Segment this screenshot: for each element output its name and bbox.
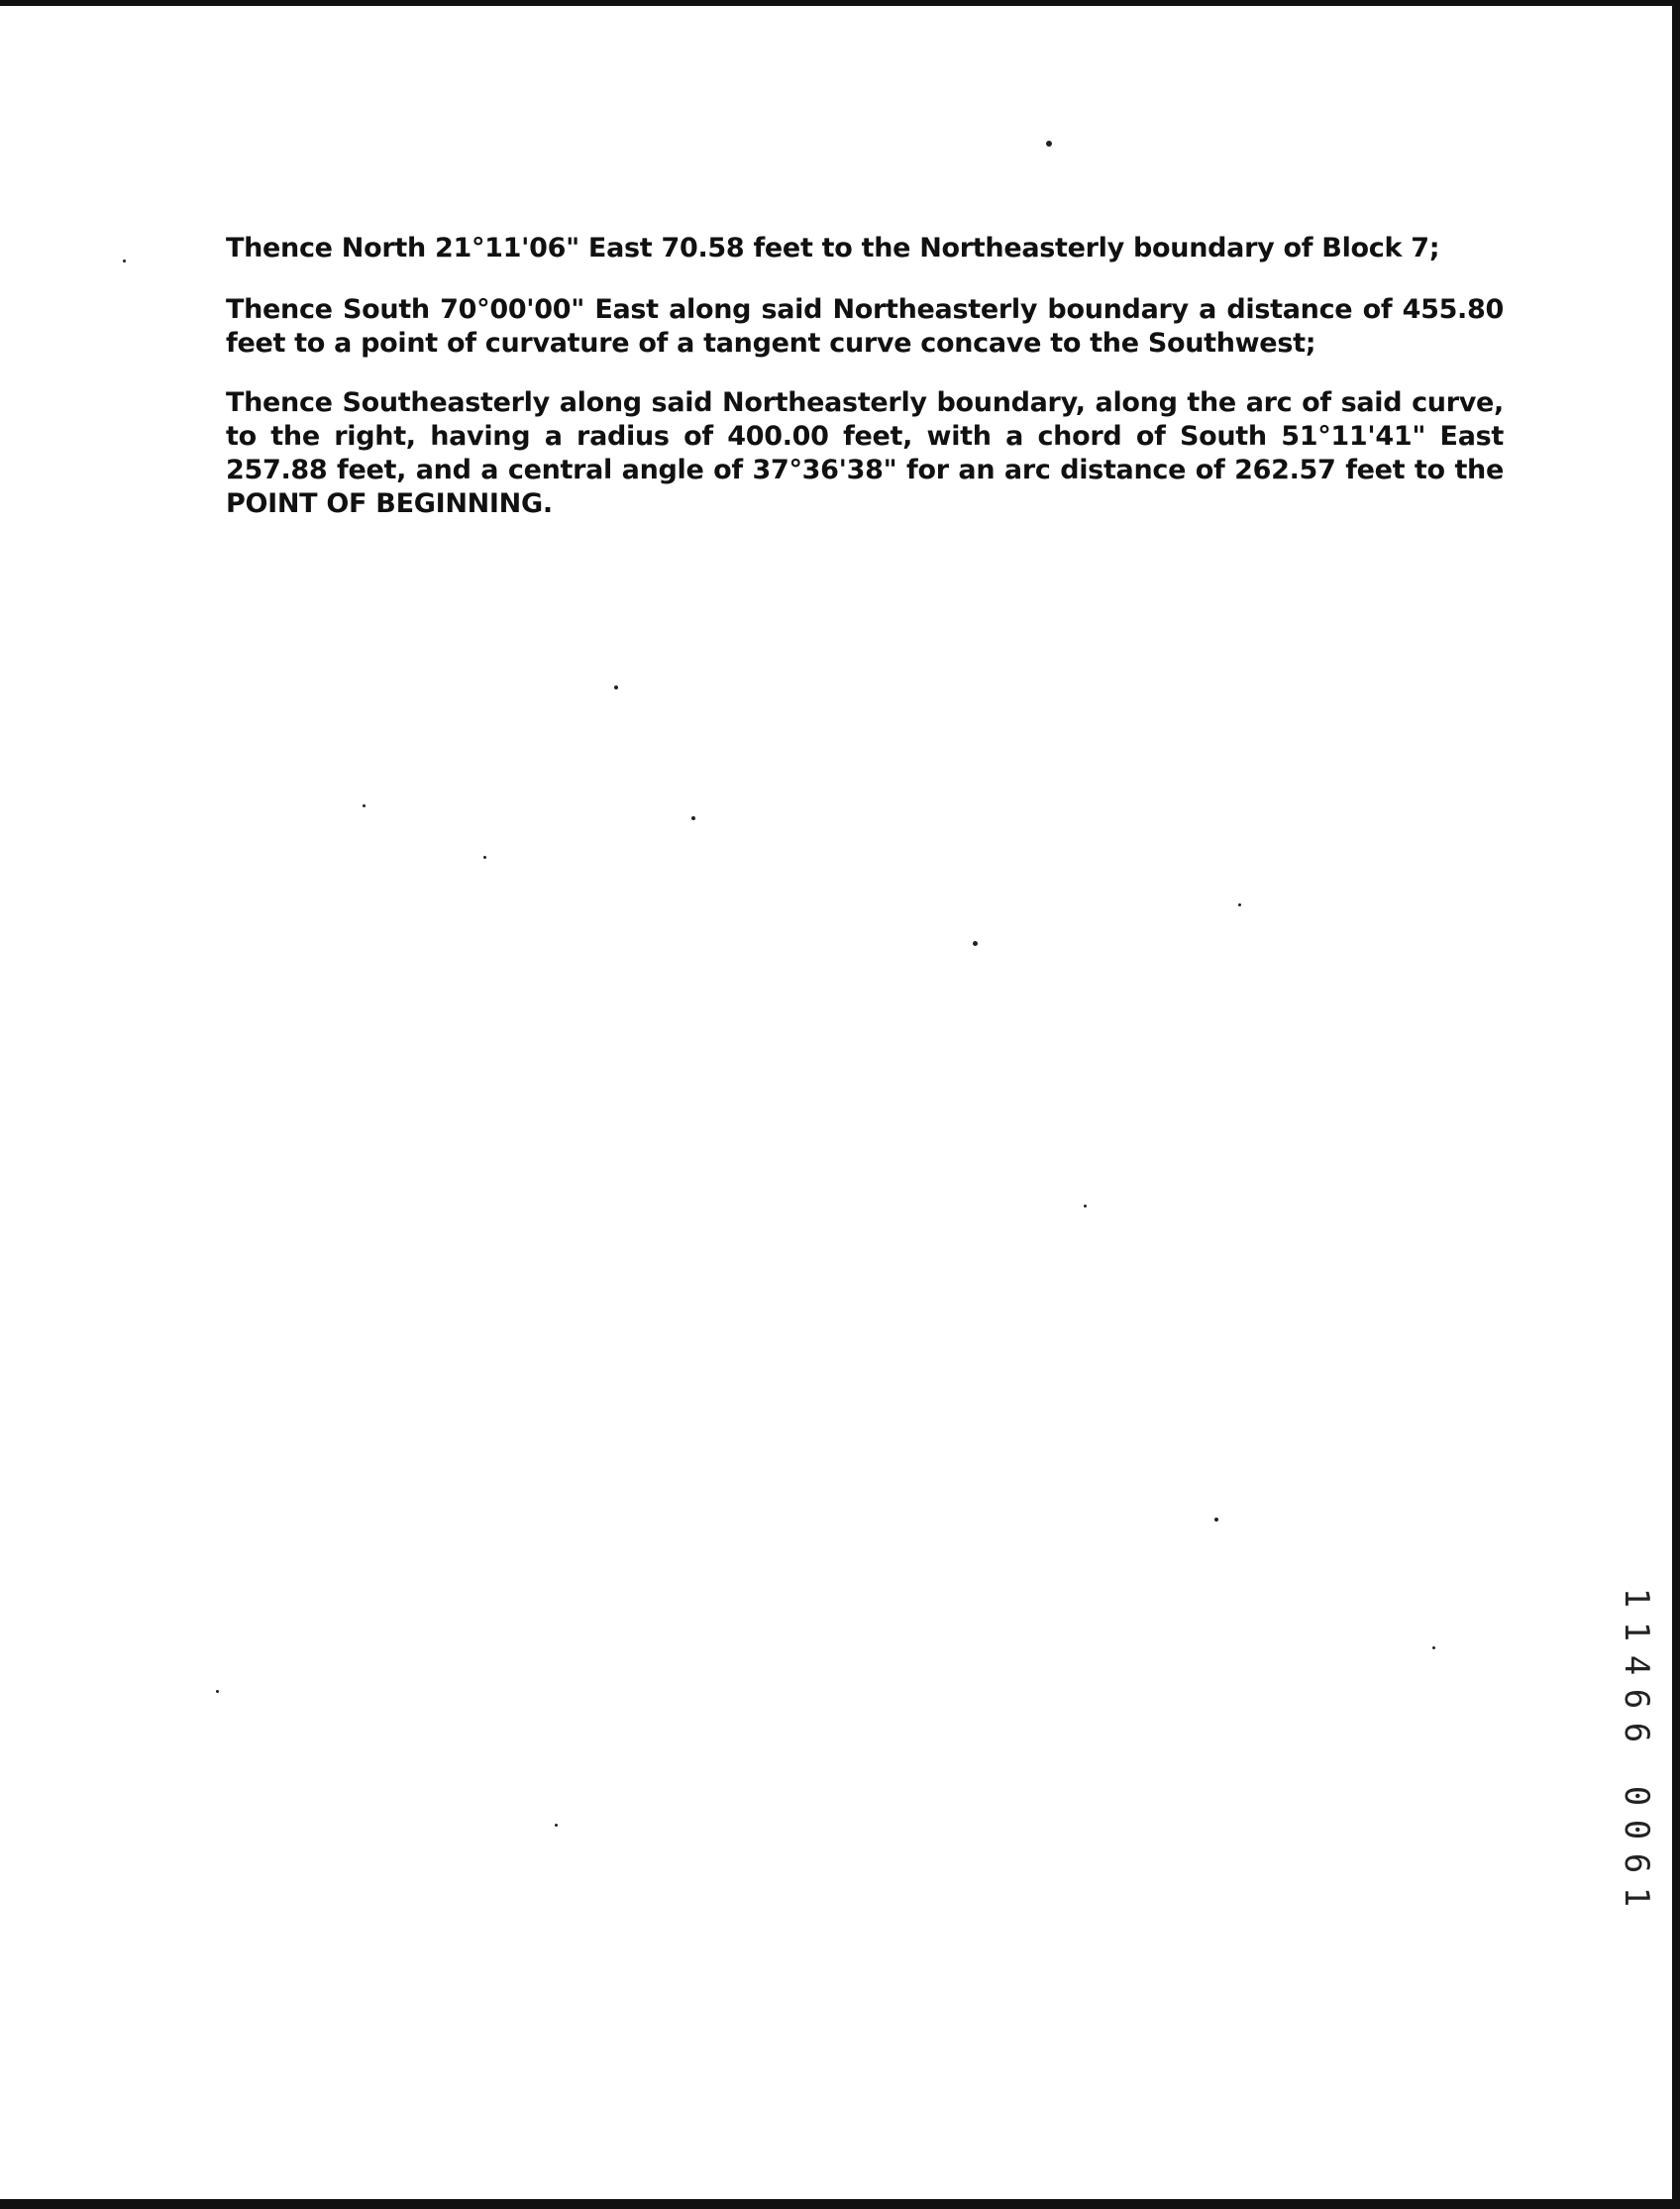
scan-speck xyxy=(1432,1646,1435,1649)
scan-speck xyxy=(1214,1518,1218,1522)
scan-speck xyxy=(1046,141,1052,147)
paragraph-south-course: Thence South 70°00'00" East along said Northeasterly boundary a distance of 455.80 feet to a point of curvature of a tangent curve concave to the Southwest; xyxy=(226,294,1504,359)
scan-speck xyxy=(691,816,695,820)
scan-speck xyxy=(614,685,618,689)
scan-speck xyxy=(1084,1205,1087,1208)
stamp-digit: 6 xyxy=(1617,1688,1656,1710)
paragraph-curve-course: Thence Southeasterly along said Northeasterly boundary, along the arc of said curve, to the right, having a radius of 400.00 feet, with a chord of South 51°11'41" East 257.88 feet, and a central angle of 37°36'38" for an arc distance of 262.57 feet to the POINT OF BEGINNING. xyxy=(226,387,1504,519)
stamp-digit: 6 xyxy=(1617,1852,1656,1874)
paragraph-north-course: Thence North 21°11'06" East 70.58 feet to the Northeasterly boundary of Block 7; xyxy=(226,233,1440,263)
stamp-digit: 1 xyxy=(1617,1587,1656,1609)
stamp-digit: 0 xyxy=(1617,1785,1656,1807)
stamp-digit: 6 xyxy=(1617,1722,1656,1743)
stamp-digit: 1 xyxy=(1617,1621,1656,1642)
stamp-digit: 4 xyxy=(1617,1654,1656,1676)
scan-speck xyxy=(363,804,366,807)
stamp-gap xyxy=(1621,1749,1652,1779)
scan-speck xyxy=(216,1690,219,1693)
scan-border xyxy=(0,2199,1680,2209)
scan-speck xyxy=(555,1824,558,1827)
scan-speck xyxy=(973,941,978,946)
stamp-digit: 1 xyxy=(1617,1886,1656,1908)
stamp-digit: 0 xyxy=(1617,1819,1656,1841)
scan-speck xyxy=(123,260,126,263)
scan-speck xyxy=(483,856,486,859)
document-number-stamp xyxy=(1617,1581,1656,1914)
scan-speck xyxy=(1238,903,1241,906)
legal-description xyxy=(226,232,1504,541)
